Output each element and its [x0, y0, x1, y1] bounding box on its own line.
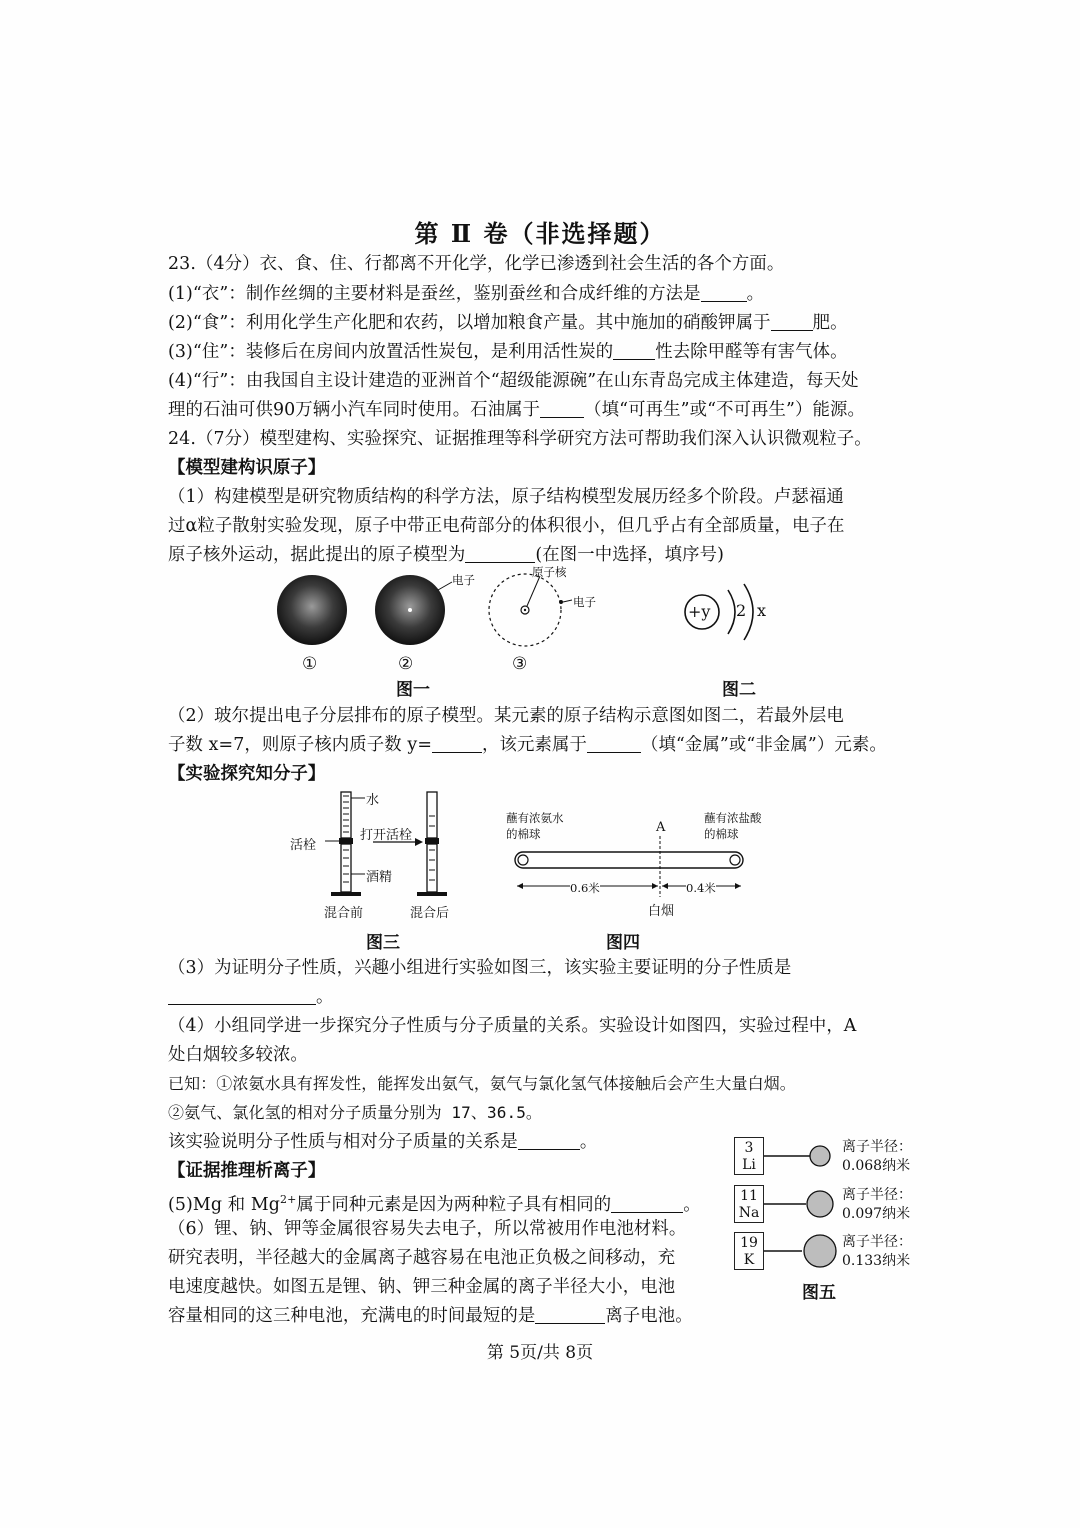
q24-known-2: ②氨气、氯化氢的相对分子质量分别为 17、36.5。	[168, 1103, 543, 1122]
q24-s4-text: 该实验说明分子性质与相对分子质量的关系是	[168, 1132, 518, 1152]
fig2-caption: 图二	[722, 680, 756, 700]
fig3-stopcock-label: 活栓	[290, 838, 317, 853]
q24-s4-end: 。	[579, 1132, 598, 1152]
q24-s6-line2: 研究表明，半径越大的金属离子越容易在电池正负极之间移动，充	[168, 1248, 676, 1268]
q24-s3-line2	[168, 985, 334, 1009]
fig4-distance-right: 0.4米	[686, 881, 716, 895]
q23-part3	[168, 340, 848, 364]
q24-s5	[168, 1188, 701, 1217]
fig1-electron-label-2: 电子	[573, 595, 596, 609]
q24-s4-line3	[168, 1130, 597, 1154]
stopcock-after	[425, 838, 439, 844]
fig3-water-label: 水	[366, 793, 380, 808]
element-li-box	[734, 1137, 764, 1175]
fig4-right-label-1: 蘸有浓盐酸	[704, 811, 762, 825]
q24-s6-line4	[168, 1304, 693, 1328]
q23-part2	[168, 311, 848, 335]
element-k-box	[734, 1232, 764, 1270]
element-li-symbol: Li	[742, 1157, 756, 1173]
element-k-number: 19	[740, 1235, 758, 1251]
fig1-nucleus-label: 原子核	[532, 565, 567, 579]
q24-s5-mid: 属于同种元素是因为两种粒子具有相同的	[296, 1194, 612, 1215]
section-title: 第 Ⅱ 卷（非选择题）	[414, 219, 666, 248]
fig1-caption: 图一	[396, 680, 430, 700]
hcl-cotton	[730, 855, 740, 865]
answer-blank[interactable]	[587, 734, 641, 753]
q24-s6-text: 容量相同的这三种电池，充满电的时间最短的是	[168, 1306, 536, 1326]
q24-known-1: 已知：①浓氨水具有挥发性，能挥发出氨气，氨气与氯化氢气体接触后会产生大量白烟。	[168, 1074, 796, 1093]
k-ion	[804, 1235, 836, 1267]
fig4-left-label-1: 蘸有浓氨水	[506, 811, 564, 825]
fig4-left-label-2: 的棉球	[506, 827, 541, 841]
q24-heading-ion: 【证据推理析离子】	[168, 1161, 326, 1181]
stand-before	[331, 892, 361, 896]
answer-blank[interactable]	[518, 1131, 580, 1150]
answer-blank[interactable]	[432, 734, 482, 753]
q23-p1-text: (1)“衣”：制作丝绸的主要材料是蚕丝，鉴别蚕丝和合成纤维的方法是	[168, 284, 701, 304]
q24-s2-line1: （2）玻尔提出电子分层排布的原子模型。某元素的原子结构示意图如图二，若最外层电	[168, 706, 844, 726]
q24-s5-charge: 2+	[279, 1193, 297, 1206]
tube-before-upper	[341, 792, 351, 838]
li-radius-label: 离子半径：	[842, 1139, 912, 1155]
q24-s6-line3: 电速度越快。如图五是锂、钠、钾三种金属的离子半径大小，电池	[168, 1277, 676, 1297]
fig1-electron-label: 电子	[452, 573, 475, 587]
q23-stem: 23.（4分）衣、食、住、行都离不开化学，化学已渗透到社会生活的各个方面。	[168, 254, 785, 274]
q24-s5-text: (5)Mg 和 Mg	[168, 1194, 280, 1215]
na-radius-value: 0.097纳米	[842, 1206, 911, 1222]
q24-s1-line1: （1）构建模型是研究物质结构的科学方法，原子结构模型发展历经多个阶段。卢瑟福通	[168, 487, 844, 507]
tube-after-upper	[427, 792, 437, 838]
q24-s1-hint: (在图一中选择，填序号)	[535, 545, 725, 565]
q24-s1-text: 原子核外运动，据此提出的原子模型为	[168, 545, 466, 565]
q23-part4-line1: (4)“行”：由我国自主设计建造的亚洲首个“超级能源碗”在山东青岛完成主体建造，每天处	[168, 371, 859, 391]
ammonia-cotton	[518, 855, 528, 865]
q24-s2-line2	[168, 733, 887, 757]
li-ion	[810, 1146, 830, 1166]
answer-blank[interactable]	[701, 283, 747, 302]
glass-tube	[515, 852, 743, 868]
fig3-caption: 图三	[366, 933, 400, 953]
q24-s2-mid: ，该元素属于	[482, 735, 587, 755]
element-na-number: 11	[740, 1188, 758, 1204]
k-radius-label: 离子半径：	[842, 1234, 912, 1250]
fig4-caption: 图四	[606, 933, 640, 953]
q24-s6-line1: （6）锂、钠、钾等金属很容易失去电子，所以常被用作电池材料。	[168, 1219, 687, 1239]
fig4-right-label-2: 的棉球	[704, 827, 739, 841]
q24-s6-end: 离子电池。	[605, 1306, 693, 1326]
stand-after	[417, 892, 447, 896]
q24-s2-end: （填“金属”或“非金属”）元素。	[640, 735, 887, 755]
atom-model-1	[277, 575, 347, 645]
model-2-label-line	[438, 582, 452, 590]
answer-blank[interactable]	[771, 312, 813, 331]
answer-blank[interactable]	[611, 1194, 683, 1213]
q24-stem: 24.（7分）模型建构、实验探究、证据推理等科学研究方法可帮助我们深入认识微观粒子。	[168, 429, 872, 449]
na-ion	[807, 1191, 833, 1217]
figure-1-2	[260, 562, 800, 702]
fig4-smoke-label: 白烟	[648, 904, 675, 919]
answer-blank[interactable]	[535, 1305, 605, 1324]
q23-p3-end: 性去除甲醛等有害气体。	[655, 342, 848, 362]
li-radius-value: 0.068纳米	[842, 1158, 911, 1174]
q23-part4-line2	[168, 398, 865, 422]
q24-s1-line2: 过α粒子散射实验发现，原子中带正电荷部分的体积很小，但几乎占有全部质量，电子在	[168, 516, 845, 536]
fig2-nucleus-text: +y	[688, 602, 711, 621]
q23-part1	[168, 282, 764, 306]
element-na-box	[734, 1185, 764, 1223]
model-2-electron-dot	[408, 608, 412, 612]
q23-p3-text: (3)“住”：装修后在房间内放置活性炭包，是利用活性炭的	[168, 342, 614, 362]
q23-p1-end: 。	[746, 284, 765, 304]
element-na-symbol: Na	[738, 1205, 760, 1221]
fig5-caption: 图五	[802, 1283, 836, 1303]
fig2-shell2-count: x	[757, 601, 767, 620]
answer-blank[interactable]	[465, 544, 535, 563]
model-3-nucleus-dot	[524, 609, 526, 611]
q24-s4-line2: 处白烟较多较浓。	[168, 1045, 308, 1065]
fig3-after-label: 混合后	[410, 906, 450, 921]
q23-p2-text: (2)“食”：利用化学生产化肥和农药，以增加粮食产量。其中施加的硝酸钾属于	[168, 313, 771, 333]
element-li-number: 3	[744, 1140, 754, 1156]
fig3-open-label: 打开活栓	[360, 828, 413, 843]
q23-p4-text: 理的石油可供90万辆小汽车同时使用。石油属于	[168, 400, 541, 420]
q24-heading-atom: 【模型建构识原子】	[168, 458, 326, 478]
fig4-point-a: A	[656, 820, 666, 835]
model-3-electron	[559, 600, 563, 604]
fig4-distance-left: 0.6米	[570, 881, 600, 895]
model-3-nucleus-line	[527, 576, 540, 606]
model-3-electron-line	[563, 600, 572, 602]
answer-blank[interactable]	[540, 399, 584, 418]
q24-s5-end: 。	[683, 1194, 701, 1215]
q24-s3-line1: （3）为证明分子性质，兴趣小组进行实验如图三，该实验主要证明的分子性质是	[168, 958, 792, 978]
q24-s3-end: 。	[316, 987, 334, 1007]
fig3-alcohol-label: 酒精	[366, 870, 393, 885]
q24-s4-line1: （4）小组同学进一步探究分子性质与分子质量的关系。实验设计如图四，实验过程中，A	[168, 1016, 857, 1036]
stopcock-before	[339, 838, 353, 844]
k-radius-value: 0.133纳米	[842, 1253, 911, 1269]
tube-before-lower	[341, 844, 351, 892]
element-k-symbol: K	[743, 1252, 755, 1268]
page-footer: 第 5页/共 8页	[486, 1343, 594, 1363]
q23-p2-end: 肥。	[812, 313, 848, 333]
figure-5-ions	[764, 1136, 844, 1276]
q24-heading-molecule: 【实验探究知分子】	[168, 764, 326, 784]
fig3-before-label: 混合前	[324, 906, 364, 921]
tube-after-lower	[427, 844, 437, 892]
fig1-label-1: ①	[302, 654, 318, 674]
fig1-label-2: ②	[398, 654, 414, 674]
fig2-shell1-count: 2	[736, 601, 747, 620]
fig1-label-3: ③	[512, 654, 528, 674]
answer-blank[interactable]	[613, 341, 655, 360]
fig2-shell-1	[728, 590, 735, 634]
na-radius-label: 离子半径：	[842, 1187, 912, 1203]
answer-blank[interactable]	[168, 986, 316, 1005]
q24-s2-text: 子数 x=7，则原子核内质子数 y=	[168, 735, 432, 755]
q23-p4-end: （填“可再生”或“不可再生”）能源。	[584, 400, 865, 420]
